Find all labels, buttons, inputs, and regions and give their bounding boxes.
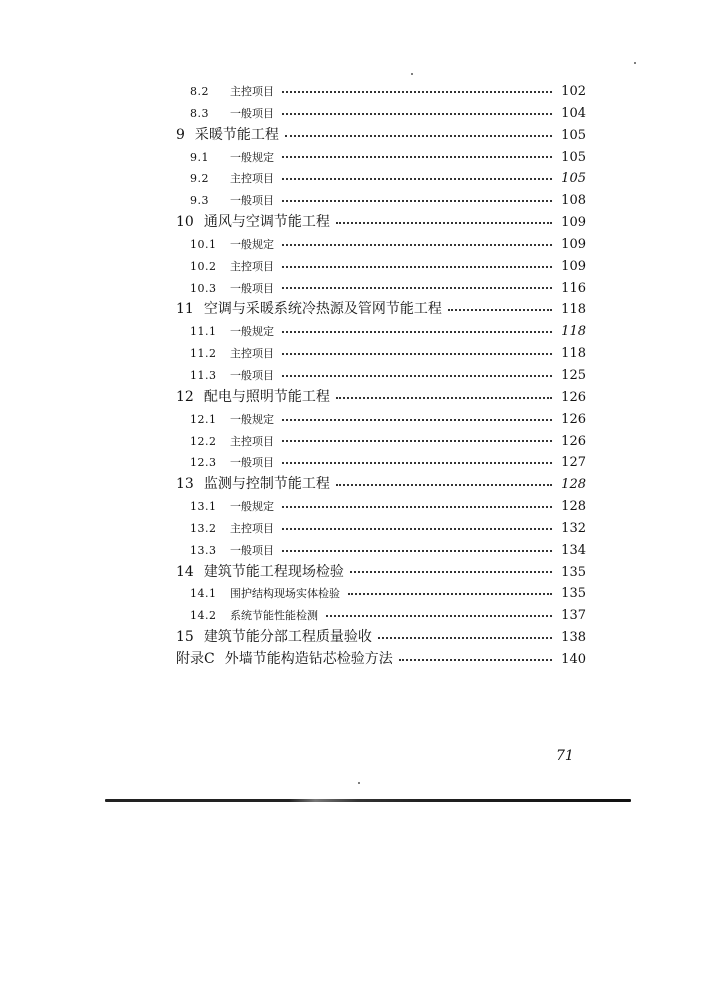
toc-entry-number: 9.3	[190, 194, 209, 208]
toc-entry-number: 10.3	[190, 281, 217, 295]
toc-entry-title: 空调与采暖系统冷热源及管网节能工程	[203, 301, 442, 318]
toc-entry-title: 主控项目	[230, 259, 274, 273]
table-of-contents	[176, 81, 586, 671]
leader-dots	[282, 91, 552, 93]
scan-speck	[634, 62, 636, 64]
toc-entry-page: 118	[561, 302, 586, 318]
toc-entry	[176, 103, 586, 125]
leader-dots	[285, 135, 552, 137]
toc-entry-title: 主控项目	[230, 347, 274, 361]
toc-entry-page: 140	[561, 651, 586, 667]
leader-dots	[282, 113, 552, 115]
leader-dots	[282, 156, 552, 158]
toc-entry-page: 109	[561, 215, 586, 231]
leader-dots	[282, 419, 552, 421]
toc-entry-title: 围护结构现场实体检验	[230, 587, 340, 601]
toc-entry-page: 105	[561, 171, 586, 187]
toc-entry-page: 108	[561, 193, 586, 209]
toc-entry-page: 132	[561, 520, 586, 536]
toc-entry-number: 10.2	[190, 259, 217, 273]
toc-entry	[176, 387, 586, 409]
toc-entry-title: 主控项目	[230, 172, 274, 186]
toc-entry-number: 11.1	[190, 325, 217, 339]
toc-entry	[176, 518, 586, 540]
leader-dots	[448, 309, 552, 311]
toc-entry-title: 一般项目	[230, 456, 274, 470]
toc-entry	[176, 299, 586, 321]
toc-entry-page: 134	[561, 542, 586, 558]
toc-entry-number: 11	[176, 301, 194, 318]
toc-entry-title: 建筑节能分部工程质量验收	[203, 629, 372, 646]
toc-entry-page: 118	[561, 346, 586, 362]
toc-entry-page: 128	[561, 477, 586, 493]
toc-entry-page: 116	[561, 280, 586, 296]
toc-entry-page: 135	[561, 564, 586, 580]
toc-entry-page: 109	[561, 258, 586, 274]
toc-entry-number: 13.1	[190, 500, 217, 514]
toc-entry-title: 通风与空调节能工程	[203, 214, 330, 231]
toc-entry-number: 13	[176, 476, 194, 493]
toc-entry	[176, 190, 586, 212]
toc-entry	[176, 125, 586, 147]
toc-entry-page: 104	[561, 105, 586, 121]
toc-entry	[176, 409, 586, 431]
toc-entry	[176, 649, 586, 671]
toc-entry	[176, 256, 586, 278]
toc-entry-number: 12.2	[190, 434, 217, 448]
toc-entry-page: 105	[561, 149, 586, 165]
toc-entry-number: 12.1	[190, 412, 217, 426]
toc-entry	[176, 343, 586, 365]
leader-dots	[282, 266, 552, 268]
leader-dots	[282, 200, 552, 202]
toc-entry-number: 11.2	[190, 347, 217, 361]
toc-entry	[176, 81, 586, 103]
scan-speck	[358, 782, 360, 784]
toc-entry-page: 109	[561, 236, 586, 252]
toc-entry-title: 配电与照明节能工程	[203, 388, 330, 405]
toc-entry-title: 系统节能性能检测	[230, 609, 318, 623]
toc-entry-page: 105	[561, 127, 586, 143]
toc-entry-number: 9	[176, 126, 185, 143]
toc-entry	[176, 365, 586, 387]
toc-entry-title: 监测与控制节能工程	[203, 476, 330, 493]
toc-entry-number: 9.2	[190, 172, 209, 186]
toc-entry	[176, 168, 586, 190]
toc-entry-title: 主控项目	[230, 434, 274, 448]
toc-entry-number: 15	[176, 629, 194, 646]
toc-entry-page: 126	[561, 411, 586, 427]
toc-entry-number: 8.2	[190, 85, 209, 98]
toc-entry-number: 10	[176, 214, 194, 231]
leader-dots	[336, 222, 552, 224]
toc-entry	[176, 431, 586, 453]
toc-entry	[176, 212, 586, 234]
leader-dots	[336, 397, 552, 399]
toc-entry-title: 采暖节能工程	[194, 126, 279, 143]
leader-dots	[282, 506, 552, 508]
page-number: 71	[556, 748, 574, 764]
toc-entry-title: 一般项目	[230, 194, 274, 208]
toc-entry-number: 10.1	[190, 237, 217, 251]
toc-entry	[176, 474, 586, 496]
toc-entry-title: 主控项目	[230, 521, 274, 535]
toc-entry-number: 9.1	[190, 150, 209, 164]
toc-entry-page: 118	[561, 324, 586, 340]
toc-entry-title: 一般规定	[230, 237, 274, 251]
leader-dots	[282, 528, 552, 530]
toc-entry-title: 一般规定	[230, 150, 274, 164]
toc-entry	[176, 147, 586, 169]
leader-dots	[282, 375, 552, 377]
toc-entry-number: 附录C	[176, 650, 215, 667]
toc-entry-page: 135	[561, 586, 586, 602]
leader-dots	[282, 178, 552, 180]
toc-entry-title: 建筑节能工程现场检验	[203, 563, 344, 580]
toc-entry-title: 一般项目	[230, 106, 274, 120]
leader-dots	[348, 593, 552, 595]
toc-entry-page: 125	[561, 367, 586, 383]
toc-entry-number: 11.3	[190, 368, 217, 382]
toc-entry	[176, 278, 586, 300]
toc-entry	[176, 496, 586, 518]
toc-entry-page: 127	[561, 455, 586, 471]
toc-entry	[176, 452, 586, 474]
toc-entry-title: 主控项目	[230, 85, 274, 98]
toc-entry-title: 一般规定	[230, 500, 274, 514]
leader-dots	[282, 550, 552, 552]
leader-dots	[282, 440, 552, 442]
leader-dots	[282, 244, 552, 246]
toc-entry-title: 一般项目	[230, 281, 274, 295]
toc-entry	[176, 540, 586, 562]
bottom-rule	[105, 799, 631, 802]
toc-entry-title: 一般项目	[230, 543, 274, 557]
leader-dots	[378, 637, 552, 639]
toc-entry-title: 一般规定	[230, 412, 274, 426]
toc-entry	[176, 627, 586, 649]
toc-entry-number: 13.2	[190, 521, 217, 535]
leader-dots	[282, 331, 552, 333]
toc-entry-title: 一般项目	[230, 368, 274, 382]
toc-entry-number: 13.3	[190, 543, 217, 557]
leader-dots	[399, 659, 552, 661]
leader-dots	[350, 571, 552, 573]
toc-entry-title: 外墙节能构造钻芯检验方法	[224, 650, 393, 667]
toc-entry	[176, 321, 586, 343]
toc-entry-number: 8.3	[190, 106, 209, 120]
toc-entry-number: 12	[176, 388, 194, 405]
toc-entry-title: 一般规定	[230, 325, 274, 339]
toc-entry-page: 138	[561, 630, 586, 646]
scan-speck	[411, 73, 413, 75]
toc-entry	[176, 583, 586, 605]
toc-entry-number: 12.3	[190, 456, 217, 470]
toc-entry-number: 14	[176, 563, 194, 580]
leader-dots	[326, 615, 552, 617]
leader-dots	[282, 462, 552, 464]
toc-entry-page: 137	[561, 608, 586, 624]
leader-dots	[282, 353, 552, 355]
toc-entry-number: 14.2	[190, 609, 217, 623]
leader-dots	[282, 287, 552, 289]
toc-entry-number: 14.1	[190, 587, 217, 601]
toc-entry	[176, 605, 586, 627]
toc-entry-page: 126	[561, 433, 586, 449]
toc-entry	[176, 562, 586, 584]
toc-entry-page: 128	[561, 499, 586, 515]
toc-entry	[176, 234, 586, 256]
toc-entry-page: 126	[561, 389, 586, 405]
leader-dots	[336, 484, 552, 486]
toc-entry-page: 102	[561, 84, 586, 99]
